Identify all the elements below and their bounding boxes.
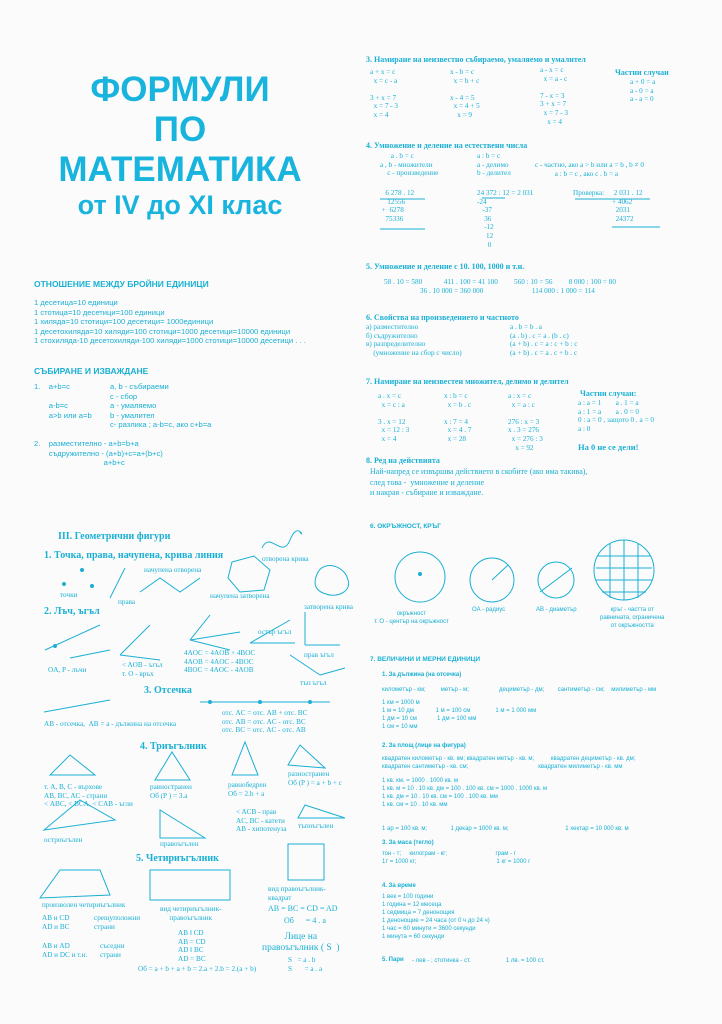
area-lines: 1 кв. км. = 1000 . 1000 кв. м 1 кв. м = 10 . 10 кв. дм = 100 . 100 кв. см = 1000 . 1000 кв. м 1 кв. дм = 10 . 10 кв. см = 100 . 100 кв. мм 1 кв. см = 10 . 10 кв. мм 1 ар = 100 кв. м; 1 декар = 1000 кв. м; 1 хектар = 10 000 кв. м — [382, 778, 629, 832]
s4-division: 24 372 : 12 = 2 031 -24 -37 36 -12 12 0 — [477, 189, 534, 249]
circle-label-2: OA - радиус — [472, 607, 506, 613]
money-heading: 5. Пари — [382, 957, 404, 963]
s4-check-label: Проверка: — [573, 189, 605, 197]
money-lines: - лев - ; стотинка - ст. 1 лв. = 100 ст. — [412, 958, 545, 964]
lbl-right-tri: < ACB - прав AC, BC - катети AB - хипотенуза — [236, 808, 287, 834]
lbl-opposite: AB и CD AD и BC — [42, 914, 70, 931]
s5-heading: 5. Умножение и деление с 10. 100, 1000 и т.н. — [366, 262, 525, 271]
s5-line1: 58 . 10 = 580 411 . 100 = 41 100 560 : 10 = 56 8 000 : 100 = 80 — [384, 278, 616, 286]
lbl-obtuse-tri: тъпоъгълен — [298, 822, 334, 830]
lbl-tri-verts: т. A, B, C - върхове AB, BC, AC - страни < ABC, < BCA, < CAB - ъгли — [44, 783, 133, 809]
addsub-heading: СЪБИРАНЕ И ИЗВАЖДАНЕ — [34, 366, 149, 376]
area-heading: 2. За площ (лице на фигура) — [382, 743, 466, 749]
lbl-square-eq: AB = BC = CD = AD — [268, 904, 338, 913]
addsub-right: a, b - събираеми c - сбор a - умаляемо b - умалител c- разлика ; a-b=c, ако c+b=a — [110, 382, 212, 429]
geo-sec2: 2. Лъч, ъгъл — [44, 606, 100, 617]
lbl-right: прав ъгъл — [304, 651, 334, 659]
lbl-rect-eq: AB ‖ CD AB = CD AD ‖ BC AD = BC — [178, 929, 206, 963]
s7-special: a : a = 1 a . 1 = a a : 1 = a a . 0 = 0 0 : a = 0 , защото 0 . a = 0 a : 0 — [578, 399, 654, 433]
s3-special: a + 0 = a a - 0 = a a - a = 0 — [630, 78, 656, 104]
s3-col3: a - x = c x = a - c 7 - x = 3 3 + x = 7 x = 7 - 3 x = 4 — [540, 66, 569, 126]
s4-heading: 4. Умножение и деление на естествени числа — [366, 141, 528, 150]
lbl-adjacent: AB и AD AD и DC и т.н. — [42, 942, 88, 959]
lbl-obtuse: тъп ъгъл — [300, 679, 327, 687]
s3-heading: 3. Намиране на неизвестно събираемо, умаляемо и умалител — [366, 55, 586, 64]
measures-heading: 7. ВЕЛИЧИНИ И МЕРНИ ЕДИНИЦИ — [370, 656, 481, 663]
lbl-right-tri-name: правоъгълен — [160, 840, 199, 848]
s3-col2: x - b = c x = b + c x - 4 = 5 x = 4 + 5 x = 9 — [450, 68, 480, 119]
lbl-acute-tri: остроъгълен — [44, 836, 83, 844]
geo-sec4: 4. Триъгълник — [140, 741, 207, 752]
lbl-open-curve: отворена крива — [262, 555, 309, 563]
s4-col2: a : b = c a - делимо b - делител — [477, 152, 511, 178]
lbl-points: точки — [60, 591, 78, 599]
units-heading: ОТНОШЕНИЕ МЕЖДУ БРОЙНИ ЕДИНИЦИ — [34, 279, 209, 289]
lbl-equilateral: равностранен Об (Р ) = 3.a — [150, 783, 192, 800]
s6-right: a . b = b . a (a . b) . c = a . (b . c) (a + b) . c = a : c + b : c (a + b) . c = a . c + b . c — [510, 323, 578, 357]
s7-special-heading: Частни случаи: — [580, 389, 637, 398]
s7-col2: x : b = c x = b . c x : 7 = 4 x = 4 . 7 x = 28 — [444, 392, 472, 443]
mass-lines: тон - т; килограм - кг; грам - г 1т = 1000 кг; 1 кг = 1000 г — [382, 851, 531, 865]
geo-sec1: 1. Точка, права, начупена, крива линия — [44, 550, 224, 561]
s7-col3: a : x = c x = a : c 276 : x = 3 x . 3 = 276 x = 276 : 3 x = 92 — [508, 392, 543, 452]
page-title-line4: от IV до XI клас — [77, 190, 283, 220]
s4-col1: a . b = c a , b - множители c - произведение — [380, 152, 439, 178]
len-lines: 1 км = 1000 м 1 м = 10 дм 1 м = 100 см 1 м = 1 000 мм 1 дм = 10 см 1 дм = 100 мм 1 см = 10 мм — [382, 700, 537, 730]
s4-col3: c - частно, ако a > b или a = b , b ≠ 0 a : b = c , ако c . b = a — [535, 161, 644, 178]
s3-col1: a + x = c x = c - a 3 + x = 7 x = 7 - 3 x = 4 — [370, 68, 399, 119]
s6-left: а) разместително б) съдружително в) разпределително (умножение на сбор с число) — [366, 323, 462, 357]
s7-heading: 7. Намиране на неизвестен множител, делимо и делител — [366, 377, 569, 386]
lbl-angle-eq: 4AOC = 4AOB + 4BOC 4AOB = 4AOC - 4BOC 4BOC = 4AOC - 4AOB — [184, 649, 256, 675]
page-title-line3: МАТЕМАТИКА — [58, 150, 302, 189]
area-row2: квадратен сантиметър - кв. см; квадратен милиметър - кв. мм — [382, 764, 623, 770]
s7-note: На 0 не се дели! — [578, 442, 639, 452]
lbl-line: права — [118, 598, 136, 606]
area-row1: квадратен километър - кв. км; квадратен метър - кв. м; квадратен дециметър - кв. дм; — [382, 756, 636, 762]
lbl-isosceles: равнобедрен Об = 2.b + a — [228, 781, 267, 798]
circle-label-4: кръг - частта от равнината, ограничена от окръжността — [600, 607, 665, 629]
lbl-adjacent-desc: съседни страни — [100, 942, 125, 959]
len-heading: 1. За дължина (на отсечка) — [382, 672, 462, 678]
lbl-area-formula: S = a . b S = a . a — [288, 956, 323, 973]
len-row: километър - км; метър - м; дециметър - дм; сантиметър - см; милиметър - мм — [382, 687, 657, 693]
order-heading: 8. Ред на действията — [366, 456, 440, 465]
lbl-area: Лице на правоъгълник ( S ) — [262, 932, 340, 953]
geo-sec5: 5. Четириъгълник — [136, 853, 219, 864]
geo-heading: III. Геометрични фигури — [58, 531, 171, 542]
lbl-closed-poly: начупена затворена — [210, 592, 270, 600]
lbl-opposite-desc: срещуположни страни — [94, 914, 141, 931]
lbl-closed-curve: затворена крива — [304, 603, 353, 611]
s5-line2: 36 . 10 000 = 360 000 114 000 : 1 000 = 114 — [420, 287, 595, 295]
lbl-square: вид правоъгълник- квадрат — [268, 885, 326, 902]
lbl-rect: вид четириъгълник- правоъгълник — [160, 905, 222, 922]
s4-multiplication: 6 278 . 12 12556 + 6278 75336 — [381, 189, 415, 223]
page-title-line2: ПО — [153, 110, 207, 149]
geo-sec3: 3. Отсечка — [144, 685, 192, 696]
lbl-segment-eq: отс. AC = отс. AB + отс. BC отс. AB = отс. AC - отс. BC отс. BC = отс. AC - отс. AB — [222, 709, 308, 735]
lbl-rays: OA, P - лъчи — [48, 666, 87, 674]
time-heading: 4. За време — [382, 883, 416, 889]
circle-label-1: окръжност т. O - център на окръжност — [374, 611, 449, 625]
lbl-square-perimeter: Об = 4 . a — [284, 916, 326, 925]
s3-special-heading: Частни случаи — [615, 68, 669, 77]
s7-col1: a . x = c x = c : a 3 . x = 12 x = 12 : 3 x = 4 — [378, 392, 410, 443]
lbl-angle: < AOB - ъгъл т. O - връх — [122, 661, 163, 678]
lbl-quad: произволен четириъгълник — [42, 901, 126, 909]
lbl-acute: остър ъгъл — [258, 628, 292, 636]
lbl-open-poly: начупена отворена — [144, 566, 202, 574]
circle-heading: 6. ОКРЪЖНОСТ, КРЪГ — [370, 523, 441, 530]
s4-check: 2 031 . 12 + 4062 2031 24372 — [612, 189, 643, 223]
lbl-rect-perimeter: Об = a + b + a + b = 2.a + 2.b = 2.(a + b) — [138, 965, 257, 973]
circle-label-3: AB - диаметър — [536, 607, 577, 613]
order-text: Най-напред се извършва действието в скобите (ако има такива), след това - умножение и деление и накрая - събиране и изваждане. — [370, 467, 588, 497]
time-lines: 1 век = 100 години 1 година = 12 месеца 1 седмица = 7 денонощия 1 денонощие = 24 часа (от 0 ч до 24 ч) 1 час = 60 минути = 3600 секунди 1 минута = 60 секунди — [382, 894, 490, 940]
lbl-scalene: разностранен Об (P ) = a + b + c — [288, 770, 342, 787]
units-lines: 1 десетица=10 единици 1 стотица=10 десетици=100 единици 1 хиляда=10 стотици=100 десетици= 1000единици 1 десетохиляда=10 хиляди=100 стотици=1000 десетици=10000 единици 1 стохиляда-10 десетохиляди-100 хиляди=1000 стотици=10000 десетици . . . — [34, 298, 306, 345]
addsub-left: 1. a+b=c a-b=c a>b или a=b 2. разместително - a+b=b+a съдружително - (a+b)+c=a+(b+c) a+b+c — [34, 382, 163, 467]
lbl-segment: AB - отсечка, AB = a - дължина на отсечка — [44, 720, 177, 728]
mass-heading: 3. За маса (тегло) — [382, 840, 434, 846]
s6-heading: 6. Свойства на произведението и частното — [366, 313, 519, 322]
page-title-line1: ФОРМУЛИ — [90, 70, 270, 109]
